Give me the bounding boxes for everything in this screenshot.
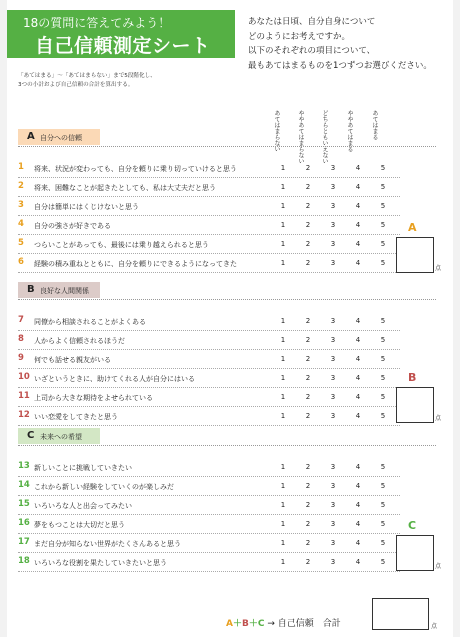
score-option-2[interactable]: 2: [305, 412, 311, 420]
row-divider: [18, 177, 400, 178]
subtotal-label-a: A: [408, 221, 417, 234]
header-banner: [7, 10, 235, 58]
score-option-3[interactable]: 3: [330, 183, 336, 191]
question-number: 11: [18, 391, 30, 401]
question-row: [18, 459, 436, 477]
question-text: まだ自分が知らない世界がたくさんあると思う: [34, 540, 181, 548]
score-option-1[interactable]: 1: [280, 221, 286, 229]
question-row: [18, 497, 436, 515]
question-row: [18, 217, 436, 235]
question-number: 13: [18, 461, 30, 471]
score-option-1[interactable]: 1: [280, 463, 286, 471]
row-divider: [18, 425, 400, 426]
question-row: [18, 255, 436, 273]
row-divider: [18, 215, 400, 216]
formula-c: C: [257, 619, 265, 629]
question-number: 9: [18, 353, 24, 363]
formula-arrow: →: [267, 619, 275, 629]
score-option-2[interactable]: 2: [305, 355, 311, 363]
score-option-3[interactable]: 3: [330, 221, 336, 229]
section-divider: [18, 299, 436, 300]
score-option-5[interactable]: 5: [380, 374, 386, 382]
score-option-5[interactable]: 5: [380, 336, 386, 344]
score-option-4[interactable]: 4: [355, 520, 361, 528]
subtotal-label-c: C: [408, 519, 417, 532]
score-option-4[interactable]: 4: [355, 317, 361, 325]
question-number: 16: [18, 518, 30, 528]
subtotal-box-a[interactable]: [396, 237, 434, 273]
score-option-4[interactable]: 4: [355, 412, 361, 420]
row-divider: [18, 349, 400, 350]
score-option-1[interactable]: 1: [280, 393, 286, 401]
row-divider: [18, 368, 400, 369]
score-option-5[interactable]: 5: [380, 355, 386, 363]
score-option-5[interactable]: 5: [380, 482, 386, 490]
score-option-1[interactable]: 1: [280, 317, 286, 325]
total-formula: [226, 616, 341, 629]
score-option-5[interactable]: 5: [380, 164, 386, 172]
section-header-a: [18, 129, 100, 145]
score-option-3[interactable]: 3: [330, 202, 336, 210]
score-option-1[interactable]: 1: [280, 374, 286, 382]
score-option-1[interactable]: 1: [280, 336, 286, 344]
question-text: 将来、状況が変わっても、自分を頼りに乗り切っていけると思う: [34, 165, 237, 173]
score-option-4[interactable]: 4: [355, 374, 361, 382]
question-number: 6: [18, 257, 24, 267]
score-option-5[interactable]: 5: [380, 539, 386, 547]
score-option-1[interactable]: 1: [280, 183, 286, 191]
scoring-instructions: [18, 72, 156, 90]
question-number: 10: [18, 372, 30, 382]
score-option-4[interactable]: 4: [355, 501, 361, 509]
header-subtitle: 18の質問に答えてみよう！: [23, 16, 171, 30]
score-option-1[interactable]: 1: [280, 482, 286, 490]
question-row: [18, 535, 436, 553]
row-divider: [18, 272, 400, 273]
question-text: いい恋愛をしてきたと思う: [34, 413, 118, 421]
score-option-4[interactable]: 4: [355, 393, 361, 401]
section-header-c: [18, 428, 100, 444]
score-option-3[interactable]: 3: [330, 482, 336, 490]
score-option-3[interactable]: 3: [330, 520, 336, 528]
score-option-5[interactable]: 5: [380, 558, 386, 566]
question-text: 自分は簡単にはくじけないと思う: [34, 203, 139, 211]
question-text: 自分の強さが好きである: [34, 222, 111, 230]
question-text: いろいろな役割を果たしていきたいと思う: [34, 559, 167, 567]
score-option-2[interactable]: 2: [305, 336, 311, 344]
score-option-2[interactable]: 2: [305, 501, 311, 509]
section-divider: [18, 146, 436, 147]
score-option-5[interactable]: 5: [380, 221, 386, 229]
question-number: 7: [18, 315, 24, 325]
score-option-5[interactable]: 5: [380, 393, 386, 401]
score-option-1[interactable]: 1: [280, 164, 286, 172]
score-option-2[interactable]: 2: [305, 164, 311, 172]
question-row: [18, 160, 436, 178]
score-option-3[interactable]: 3: [330, 539, 336, 547]
score-option-1[interactable]: 1: [280, 501, 286, 509]
score-option-3[interactable]: 3: [330, 336, 336, 344]
question-row: [18, 516, 436, 534]
column-header: ややあてはまらない: [297, 110, 304, 164]
row-divider: [18, 476, 400, 477]
question-number: 5: [18, 238, 24, 248]
question-text: 同僚から相談されることがよくある: [34, 318, 146, 326]
score-option-4[interactable]: 4: [355, 240, 361, 248]
score-option-1[interactable]: 1: [280, 259, 286, 267]
column-header: あてはまらない: [273, 110, 280, 152]
score-option-2[interactable]: 2: [305, 463, 311, 471]
score-option-2[interactable]: 2: [305, 221, 311, 229]
score-option-2[interactable]: 2: [305, 539, 311, 547]
row-divider: [18, 387, 400, 388]
question-text: 新しいことに挑戦していきたい: [34, 464, 132, 472]
question-number: 2: [18, 181, 24, 191]
row-divider: [18, 514, 400, 515]
question-row: [18, 332, 436, 350]
question-row: [18, 478, 436, 496]
score-option-2[interactable]: 2: [305, 259, 311, 267]
score-option-5[interactable]: 5: [380, 259, 386, 267]
score-option-4[interactable]: 4: [355, 463, 361, 471]
score-option-3[interactable]: 3: [330, 164, 336, 172]
formula-b: B: [241, 619, 249, 629]
score-option-4[interactable]: 4: [355, 164, 361, 172]
score-option-2[interactable]: 2: [305, 558, 311, 566]
score-option-3[interactable]: 3: [330, 412, 336, 420]
question-number: 8: [18, 334, 24, 344]
question-number: 15: [18, 499, 30, 509]
question-number: 3: [18, 200, 24, 210]
subtotal-label-b: B: [408, 371, 417, 384]
score-option-4[interactable]: 4: [355, 221, 361, 229]
question-row: [18, 198, 436, 216]
score-option-4[interactable]: 4: [355, 202, 361, 210]
section-title: 良好な人間関係: [40, 287, 89, 295]
score-option-4[interactable]: 4: [355, 558, 361, 566]
intro-line: 以下のそれぞれの項目について、: [248, 46, 376, 56]
subtotal-box-c[interactable]: [396, 535, 434, 571]
section-title: 未来への希望: [40, 433, 82, 441]
question-row: [18, 351, 436, 369]
subtotal-unit: 点: [435, 265, 442, 272]
formula-a: A: [226, 619, 233, 629]
total-unit: 点: [431, 623, 438, 630]
row-divider: [18, 253, 400, 254]
subtotal-unit: 点: [435, 415, 442, 422]
score-option-1[interactable]: 1: [280, 558, 286, 566]
score-option-4[interactable]: 4: [355, 336, 361, 344]
question-number: 12: [18, 410, 30, 420]
score-option-2[interactable]: 2: [305, 393, 311, 401]
section-header-b: [18, 282, 100, 298]
intro-line: あなたは日頃、自分自身について: [248, 17, 376, 27]
row-divider: [18, 196, 400, 197]
question-number: 18: [18, 556, 30, 566]
question-text: つらいことがあっても、最後には乗り越えられると思う: [34, 241, 209, 249]
question-text: 人からよく信頼されるほうだ: [34, 337, 125, 345]
formula-plus: ＋: [248, 619, 258, 629]
section-letter: B: [27, 284, 35, 295]
question-text: 経験の積み重ねとともに、自分を頼りにできるようになってきた: [34, 260, 237, 268]
score-option-5[interactable]: 5: [380, 202, 386, 210]
question-number: 4: [18, 219, 24, 229]
score-option-3[interactable]: 3: [330, 240, 336, 248]
section-title: 自分への信頼: [40, 134, 82, 142]
row-divider: [18, 234, 400, 235]
score-option-4[interactable]: 4: [355, 482, 361, 490]
score-option-3[interactable]: 3: [330, 501, 336, 509]
score-option-1[interactable]: 1: [280, 240, 286, 248]
section-letter: A: [27, 131, 35, 142]
question-row: [18, 408, 436, 426]
score-option-2[interactable]: 2: [305, 240, 311, 248]
score-option-5[interactable]: 5: [380, 317, 386, 325]
score-option-5[interactable]: 5: [380, 520, 386, 528]
page-title: 自己信頼測定シート: [35, 35, 211, 57]
score-option-4[interactable]: 4: [355, 259, 361, 267]
score-option-1[interactable]: 1: [280, 202, 286, 210]
instruction-line: 「あてはまる」～「あてはまらない」まで5段階化し、: [18, 73, 156, 79]
question-row: [18, 389, 436, 407]
question-number: 17: [18, 537, 30, 547]
score-option-2[interactable]: 2: [305, 482, 311, 490]
score-option-5[interactable]: 5: [380, 412, 386, 420]
question-text: いざというときに、助けてくれる人が自分にはいる: [34, 375, 195, 383]
row-divider: [18, 552, 400, 553]
section-letter: C: [27, 430, 35, 441]
score-option-3[interactable]: 3: [330, 355, 336, 363]
score-option-5[interactable]: 5: [380, 183, 386, 191]
row-divider: [18, 330, 400, 331]
score-option-5[interactable]: 5: [380, 501, 386, 509]
question-row: [18, 370, 436, 388]
column-header: あてはまる: [371, 110, 378, 140]
intro-line: 最もあてはまるものを1つずつお選びください。: [248, 60, 432, 71]
score-option-2[interactable]: 2: [305, 520, 311, 528]
question-text: 将来、困難なことが起きたとしても、私は大丈夫だと思う: [34, 184, 216, 192]
instruction-line: 3つの小計および自己信頼の合計を算出する。: [18, 82, 134, 88]
score-option-1[interactable]: 1: [280, 520, 286, 528]
question-row: [18, 554, 436, 572]
score-option-1[interactable]: 1: [280, 355, 286, 363]
section-divider: [18, 445, 436, 446]
row-divider: [18, 406, 400, 407]
score-option-5[interactable]: 5: [380, 240, 386, 248]
row-divider: [18, 495, 400, 496]
score-option-3[interactable]: 3: [330, 463, 336, 471]
score-option-3[interactable]: 3: [330, 374, 336, 382]
formula-plus: ＋: [232, 619, 242, 629]
question-number: 1: [18, 162, 24, 172]
question-row: [18, 236, 436, 254]
subtotal-unit: 点: [435, 563, 442, 570]
column-header: どちらともいえない: [321, 110, 328, 164]
score-option-2[interactable]: 2: [305, 317, 311, 325]
score-option-1[interactable]: 1: [280, 412, 286, 420]
score-option-4[interactable]: 4: [355, 539, 361, 547]
score-option-3[interactable]: 3: [330, 558, 336, 566]
score-option-3[interactable]: 3: [330, 393, 336, 401]
intro-text: [248, 15, 448, 73]
score-option-3[interactable]: 3: [330, 317, 336, 325]
total-label: 自己信頼 合計: [277, 619, 341, 629]
score-option-4[interactable]: 4: [355, 183, 361, 191]
question-text: これから新しい経験をしていくのが楽しみだ: [34, 483, 174, 491]
score-option-2[interactable]: 2: [305, 374, 311, 382]
question-text: いろいろな人と出会ってみたい: [34, 502, 132, 510]
question-text: 上司から大きな期待をよせられている: [34, 394, 153, 402]
score-option-3[interactable]: 3: [330, 259, 336, 267]
score-option-5[interactable]: 5: [380, 463, 386, 471]
score-option-2[interactable]: 2: [305, 202, 311, 210]
question-row: [18, 313, 436, 331]
score-option-1[interactable]: 1: [280, 539, 286, 547]
question-text: 夢をもつことは大切だと思う: [34, 521, 125, 529]
intro-line: どのようにお考えですか。: [248, 31, 351, 42]
score-option-4[interactable]: 4: [355, 355, 361, 363]
score-option-2[interactable]: 2: [305, 183, 311, 191]
question-row: [18, 179, 436, 197]
column-header: ややあてはまる: [346, 110, 353, 152]
subtotal-box-b[interactable]: [396, 387, 434, 423]
total-score-box[interactable]: [372, 598, 429, 630]
question-number: 14: [18, 480, 30, 490]
question-text: 何でも話せる親友がいる: [34, 356, 111, 364]
row-divider: [18, 571, 400, 572]
row-divider: [18, 533, 400, 534]
